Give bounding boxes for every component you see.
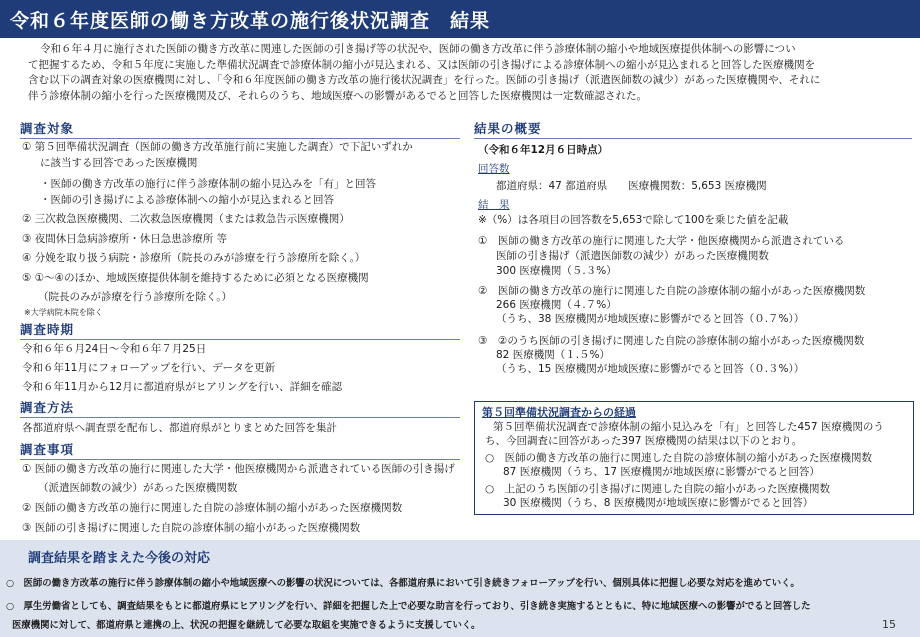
result-item-value: 300 医療機関（５.３%）: [496, 265, 617, 277]
text-line: 令和６年11月から12月に都道府県がヒアリングを行い、詳細を確認: [22, 381, 343, 393]
text-line: ① 医師の働き方改革の施行に関連した大学・他医療機関から派遣されている医師の引き揚げ: [22, 463, 455, 475]
text-line: ④ 分娩を取り扱う病院・診療所（院長のみが診療を行う診療所を除く。）: [22, 252, 366, 264]
text-line: （院長のみが診療を行う診療所を除く。）: [38, 291, 233, 303]
result-label: 結 果: [478, 199, 510, 211]
box-heading: 第５回準備状況調査からの経過: [482, 406, 636, 419]
future-line: 医療機関に対して、都道府県と連携の上、状況の把握を継続して必要な取組を実施できるように支援していく。: [12, 620, 481, 631]
text-line: ① 第５回準備状況調査（医師の働き方改革施行前に実施した調査）で下記いずれか: [22, 141, 413, 153]
box-line: ○ 上記のうち医師の引き揚げに関連した自院の縮小があった医療機関数: [485, 483, 831, 495]
result-item-line: ① 医師の働き方改革の施行に関連した大学・他医療機関から派遣されている: [478, 235, 845, 247]
page-title: 令和６年度医師の働き方改革の施行後状況調査 結果: [10, 10, 491, 32]
section-heading: 調査対象: [20, 119, 460, 139]
future-actions-panel: [0, 540, 920, 637]
result-item-line: ③ ②のうち医師の引き揚げに関連した自院の診療体制の縮小があった医療機関数: [478, 335, 865, 347]
section-heading: 調査時期: [20, 320, 460, 340]
footnote: ※大学病院本院を除く: [24, 308, 103, 317]
survey-items-section: [20, 440, 460, 460]
section-heading: 結果の概要: [474, 119, 912, 139]
text-line: 令和６年６月24日～令和６年７月25日: [22, 343, 207, 355]
result-item-line: 医師の引き揚げ（派遣医師数の減少）があった医療機関数: [496, 250, 769, 262]
section-heading: 調査方法: [20, 398, 460, 418]
result-item-line: （うち、15 医療機関が地域医療に影響がでると回答（０.３%））: [496, 363, 805, 375]
intro-line: 含む以下の調査対象の医療機関に対し、「令和６年度医師の働き方改革の施行後状況調査」を行った。医師の引き揚げ（派遣医師数の減少）があった医療機関や、それに: [28, 74, 821, 86]
text-line: ② 医師の働き方改革の施行に関連した自院の診療体制の縮小があった医療機関数: [22, 502, 403, 514]
future-heading: 調査結果を踏まえた今後の対応: [28, 551, 211, 566]
previous-survey-box: [474, 401, 914, 515]
survey-period-section: [20, 320, 460, 340]
result-note: ※（%）は各項目の回答数を5,653で除して100を乗じた値を記載: [478, 214, 789, 226]
text-line: ③ 夜間休日急病診療所・休日急患診療所 等: [22, 233, 228, 245]
result-item-line: ② 医師の働き方改革の施行に関連した自院の診療体制の縮小があった医療機関数: [478, 285, 866, 297]
text-line: （派遣医師数の減少）があった医療機関数: [38, 482, 238, 494]
text-line: ② 三次救急医療機関、二次救急医療機関（または救急告示医療機関）: [22, 213, 350, 225]
count-value: 都道府県：47 都道府県 医療機関数：5,653 医療機関: [496, 180, 767, 192]
intro-paragraph: [28, 42, 898, 104]
box-line: 第５回準備状況調査で診療体制の縮小見込みを「有」と回答した457 医療機関のう: [493, 421, 884, 433]
results-section: [474, 119, 912, 139]
survey-target-section: [20, 119, 460, 139]
text-line: 各都道府県へ調査票を配布し、都道府県がとりまとめた回答を集計: [22, 422, 337, 434]
results-date: （令和６年12月６日時点）: [478, 144, 609, 156]
future-line: ○ 医師の働き方改革の施行に伴う診療体制の縮小や地域医療への影響の状況については、各都道府県において引き続きフォローアップを行い、個別具体に把握し必要な対応を進めていく。: [6, 578, 800, 589]
intro-line: 伴う診療体制の縮小を行った医療機関及び、それらのうち、地域医療への影響があるでると回答した医療機関は一定数確認された。: [28, 89, 647, 102]
header-bar: [0, 0, 920, 38]
section-heading: 調査事項: [20, 440, 460, 460]
survey-method-section: [20, 398, 460, 418]
text-line: ・医師の働き方改革の施行に伴う診療体制の縮小見込みを「有」と回答: [40, 178, 376, 190]
text-line: ③ 医師の引き揚げに関連した自院の診療体制の縮小があった医療機関数: [22, 522, 361, 534]
intro-line: て把握するため、令和５年度に実施した準備状況調査で診療体制の縮小が見込まれる、又は医師の引き揚げによる診療体制への縮小が見込まれると回答した医療機関を: [28, 58, 816, 71]
result-item-value: 266 医療機関（４.７%）: [496, 299, 617, 311]
text-line: 令和６年11月にフォローアップを行い、データを更新: [22, 362, 276, 374]
text-line: ・医師の引き揚げによる診療体制への縮小が見込まれると回答: [40, 194, 334, 206]
text-line: に該当する回答であった医療機関: [40, 157, 198, 169]
box-line: ○ 医師の働き方改革の施行に関連した自院の診療体制の縮小があった医療機関数: [485, 452, 873, 464]
result-item-line: （うち、38 医療機関が地域医療に影響がでると回答（０.７%））: [496, 313, 805, 325]
text-line: ⑤ ①～④のほか、地域医療提供体制を維持するために必須となる医療機関: [22, 272, 369, 284]
future-line: ○ 厚生労働省としても、調査結果をもとに都道府県にヒアリングを行い、詳細を把握した上で必要な助言を行っており、引き続き実施するとともに、特に地域医療への影響がでると回答した: [6, 601, 811, 612]
page-number: 15: [882, 618, 896, 631]
box-line: 87 医療機関（うち、17 医療機関が地域医療に影響がでると回答）: [503, 466, 820, 478]
box-line: 30 医療機関（うち、8 医療機関が地域医療に影響がでると回答）: [503, 497, 814, 509]
box-line: ち、今回調査に回答があった397 医療機関の結果は以下のとおり。: [485, 435, 803, 447]
count-label: 回答数: [478, 163, 510, 175]
intro-line: 令和６年４月に施行された医師の働き方改革に関連した医師の引き揚げ等の状況や、医師の働き方改革に伴う診療体制の縮小や地域医療提供体制への影響につい: [40, 43, 796, 55]
result-item-value: 82 医療機関（１.５%）: [496, 349, 611, 361]
